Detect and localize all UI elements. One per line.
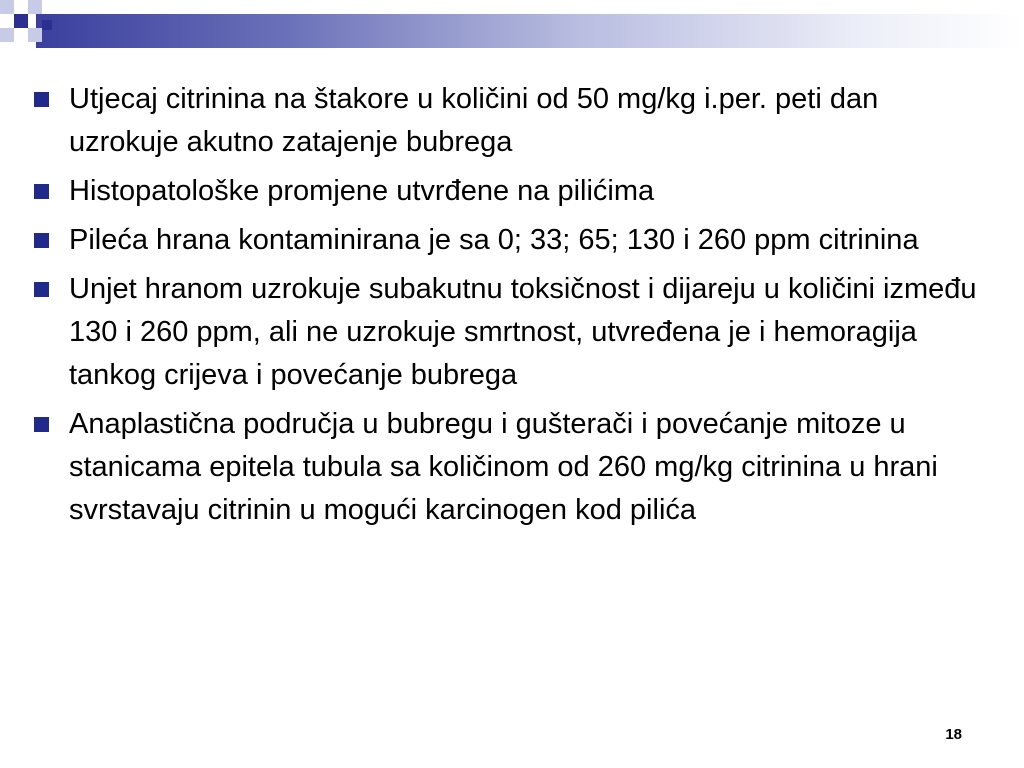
bullet-item: [34, 219, 994, 262]
page-number: 18: [945, 726, 962, 743]
header-square-dark: [42, 20, 52, 30]
square-bullet-icon: [34, 92, 49, 107]
header-square-light: [0, 0, 14, 14]
square-bullet-icon: [34, 417, 49, 432]
bullet-item: [34, 170, 994, 213]
bullet-item: [34, 78, 994, 164]
bullet-text: Utjecaj citrinina na štakore u količini od 50 mg/kg i.per. peti dan uzrokuje akutno zatajenje bubrega: [69, 83, 879, 158]
header-decoration: [0, 0, 1024, 48]
bullet-text: Histopatološke promjene utvrđene na pilićima: [69, 175, 655, 207]
bullet-text: Pileća hrana kontaminirana je sa 0; 33; 65; 130 i 260 ppm citrinina: [69, 224, 919, 256]
square-bullet-icon: [34, 282, 49, 297]
square-bullet-icon: [34, 184, 49, 199]
header-square-light: [28, 28, 42, 42]
bullet-item: [34, 268, 994, 397]
header-gradient-band: [36, 14, 1024, 48]
header-square-light: [28, 0, 42, 14]
bullet-item: [34, 403, 994, 532]
bullet-text: Unjet hranom uzrokuje subakutnu toksičnost i dijareju u količini između 130 i 260 ppm, ali ne uzrokuje smrtnost, utvređena je i hemoragija tankog crijeva i povećanje bubrega: [69, 273, 977, 391]
header-square-light: [0, 28, 14, 42]
bullet-list: [34, 78, 994, 538]
header-square-dark: [14, 14, 28, 28]
bullet-text: Anaplastična područja u bubregu i gušterači i povećanje mitoze u stanicama epitela tubula sa količinom od 260 mg/kg citrinina u hrani svrstavaju citrinin u mogući karcinogen kod pilića: [69, 408, 938, 526]
square-bullet-icon: [34, 233, 49, 248]
